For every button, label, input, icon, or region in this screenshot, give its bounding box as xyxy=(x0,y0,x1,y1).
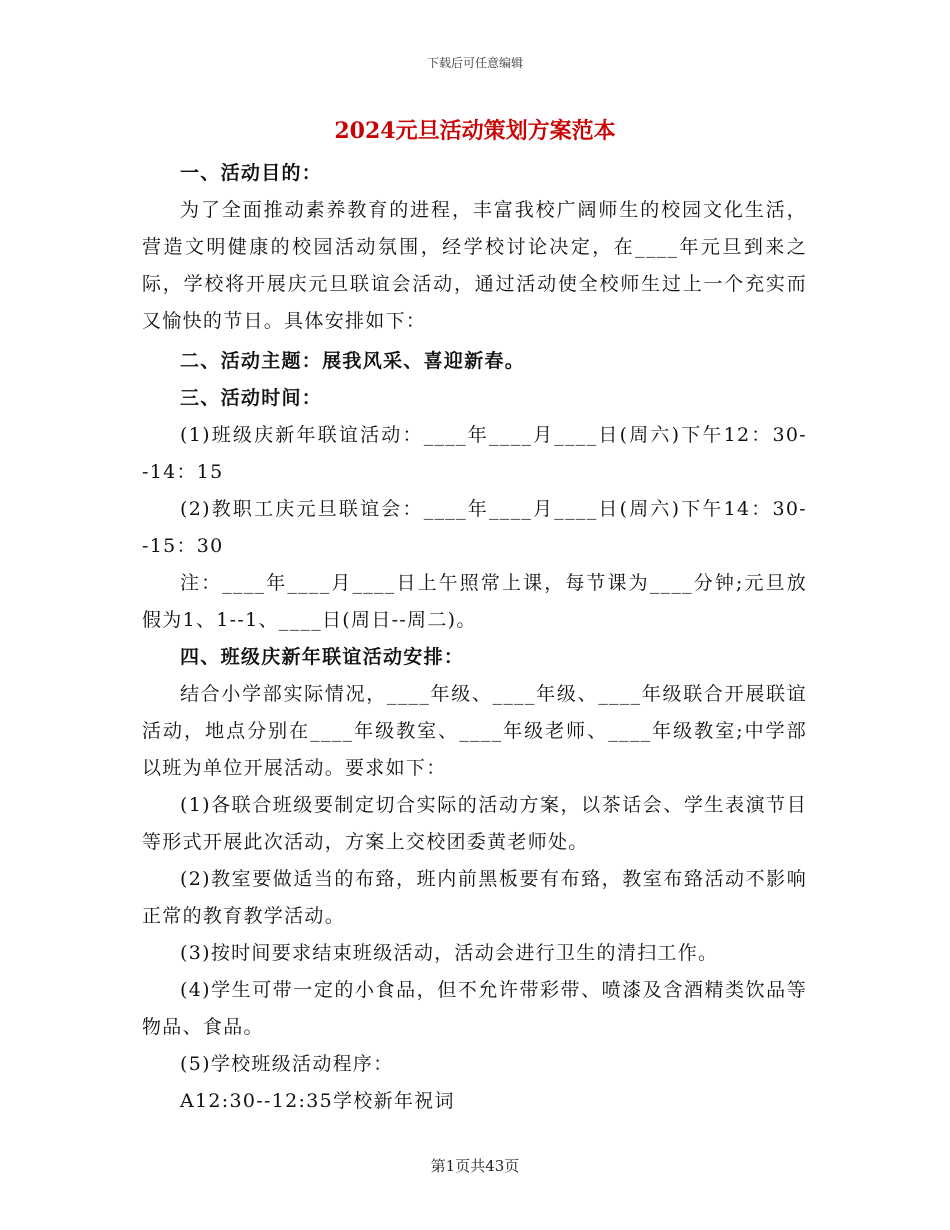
section-heading-time: 三、活动时间： xyxy=(180,387,323,409)
paragraph-time-class: (1)班级庆新年联谊活动：____年____月____日(周六)下午12：30--14：15 xyxy=(142,424,807,483)
paragraph-purpose: 为了全面推动素养教育的进程，丰富我校广阔师生的校园文化生活，营造文明健康的校园活动氛围，经学校讨论决定，在____年元旦到来之际，学校将开展庆元旦联谊会活动，通过活动使全校师生过上一个充实而又愉快的节日。具体安排如下： xyxy=(142,199,807,332)
list-item-5: (5)学校班级活动程序： xyxy=(180,1053,394,1075)
paragraph-note: 注：____年____月____日上午照常上课，每节课为____分钟;元旦放假为1、1--1、____日(周日--周二)。 xyxy=(142,572,807,631)
paragraph-time-staff: (2)教职工庆元旦联谊会：____年____月____日(周六)下午14：30--15：30 xyxy=(142,498,807,557)
document-title: 2024元旦活动策划方案范本 xyxy=(334,118,616,144)
page-number-footer: 第1页共43页 xyxy=(430,1157,520,1175)
list-item-3: (3)按时间要求结束班级活动，活动会进行卫生的清扫工作。 xyxy=(180,942,719,964)
list-item-1: (1)各联合班级要制定切合实际的活动方案，以茶话会、学生表演节目等形式开展此次活动，方案上交校团委黄老师处。 xyxy=(142,794,807,853)
list-item-4: (4)学生可带一定的小食品，但不允许带彩带、喷漆及含酒精类饮品等物品、食品。 xyxy=(142,979,807,1038)
schedule-item-a: A12:30--12:35学校新年祝词 xyxy=(180,1090,455,1112)
document-body xyxy=(142,152,807,1120)
header-note: 下载后可任意编辑 xyxy=(426,56,523,70)
section-heading-theme: 二、活动主题：展我风采、喜迎新春。 xyxy=(180,350,526,372)
section-heading-arrangement: 四、班级庆新年联谊活动安排： xyxy=(180,646,465,668)
section-heading-purpose: 一、活动目的： xyxy=(180,162,323,184)
paragraph-arrangement: 结合小学部实际情况，____年级、____年级、____年级联合开展联谊活动，地点分别在____年级教室、____年级老师、____年级教室;中学部以班为单位开展活动。要求如下： xyxy=(142,683,807,779)
list-item-2: (2)教室要做适当的布臵，班内前黑板要有布臵，教室布臵活动不影响正常的教育教学活动。 xyxy=(142,868,807,927)
